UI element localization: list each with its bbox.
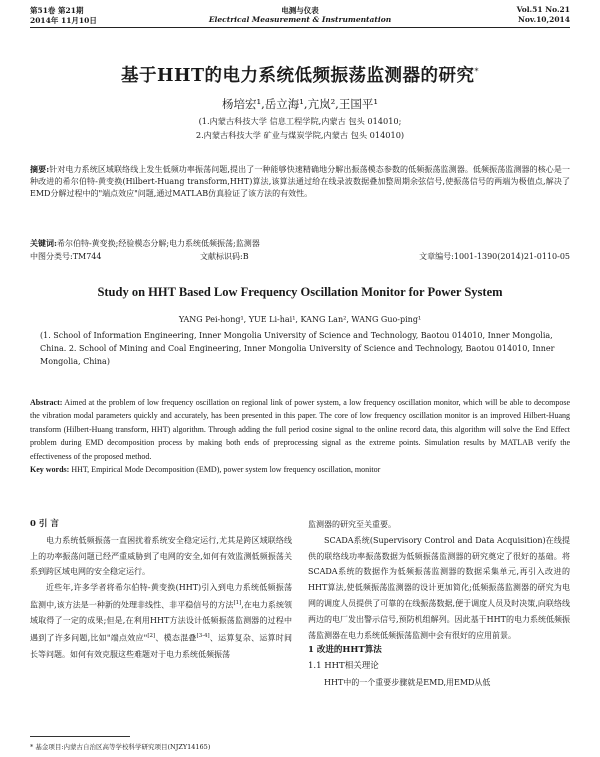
body-continued: 监测器的研究至关重要。: [308, 520, 396, 529]
footnote-rule: [30, 736, 130, 737]
header-date-en: Nov.10,2014: [518, 15, 570, 24]
english-authors: YANG Pei-hong¹, YUE Li-hai¹, KANG Lan², WANG Guo-ping¹: [178, 315, 422, 324]
english-title: Study on HHT Based Low Frequency Oscillation Monitor for Power System: [97, 285, 503, 299]
section-heading-1: 1 改进的HHT算法: [308, 645, 382, 656]
header-date: 2014年 11月10日: [30, 16, 97, 25]
body-paragraph: HHT中的一个重要步骤就是EMD,用EMD从低: [324, 677, 491, 687]
page-title: 基于HHT的电力系统低频振荡监测器的研究*: [120, 66, 480, 86]
document-code: 文献标识码:B: [200, 252, 249, 261]
clc-number: 中图分类号:TM744: [30, 252, 102, 261]
header-volume: 第51卷 第21期: [30, 6, 84, 15]
body-paragraph: 近些年,许多学者将希尔伯特-黄变换(HHT)引入到电力系统低频振荡监测中,该方法是一种新的处理非线性、非平稳信号的方法[1],在电力系统领域取得了一定的成果;但是,在利用HHT方法设计低频振荡监测器的过程中遇到了许多问题,比如"端点效应"[2]、模态混叠[3-4]、运算复杂、运算时间长等问题。如何有效克服这些难题对于电力系统低频振荡: [30, 583, 293, 659]
english-abstract: Abstract: Aimed at the problem of low frequency oscillation on regional link of power system, a low frequency oscillation monitor, which will be able to decompose the vibration modal parameters quickly and accurately, has been presented in this paper. The core of low frequency oscillation monitor is an improved Hilbert-Huang transform (Hilbert-Huang transform, HHT) algorithm. Through adding the full period cosine signal to the online record data, this algorithm will solve the End Effect problem during EMD decomposition process by making both ends of preprocessing signal as the extreme points. Simulation results by MATLAB verify the effectiveness of the proposed method. Key words: HHT, Empirical Mode Decomposition (EMD), power system low frequency oscillation, monitor: [30, 398, 570, 475]
header-rule: [30, 27, 570, 28]
header-vol-en: Vol.51 No.21: [516, 5, 570, 14]
cn-keywords: 关键词:希尔伯特-黄变换;经验模态分解;电力系统低频振荡;监测器: [30, 238, 260, 248]
body-left-column: [30, 517, 292, 662]
header-journal-en: Electrical Measurement & Instrumentation: [208, 15, 392, 24]
article-number: 文章编号:1001-1390(2014)21-0110-05: [419, 252, 570, 261]
header-journal: 电测与仪表: [281, 6, 319, 15]
english-affiliation: (1. School of Information Engineering, Inner Mongolia University of Science and Technology, Baotou 014010, Inner Mongolia, China. 2. School of Mining and Coal Engineering, Inner Mongolia University of Science and Technology, Baotou 014010, Inner Mongolia, China): [40, 331, 555, 366]
section-heading-0: 0 引 言: [30, 519, 59, 529]
body-paragraph: 电力系统低频振荡一直困扰着系统安全稳定运行,尤其是跨区域联络线上的功率振荡问题已经严重威胁到了电网的安全,如何有效监测低频振荡关系到跨区域电网的安全稳定运行。: [30, 535, 292, 577]
body-right-column: [308, 517, 570, 691]
cn-affiliation-1: (1.内蒙古科技大学 信息工程学院,内蒙古 包头 014010;: [198, 116, 402, 126]
cn-abstract: 摘要:针对电力系统区域联络线上发生低频功率振荡问题,提出了一种能够快速精确地分解出振荡模态参数的低频振荡监测器。低频振荡监测器的核心是一种改进的希尔伯特-黄变换(Hilbert-Huang transform,HHT)算法,该算法通过给在线录波数据叠加整周期余弦信号,使振荡信号的两端为极值点,解决了EMD分解过程中的"端点效应"问题,通过MATLAB仿真验证了该方法的有效性。: [30, 164, 570, 199]
subsection-heading-1-1: 1.1 HHT相关理论: [308, 661, 379, 672]
cn-affiliation-2: 2.内蒙古科技大学 矿业与煤炭学院,内蒙古 包头 014010): [195, 130, 405, 140]
body-paragraph: SCADA系统(Supervisory Control and Data Acquisition)在线提供的联络线功率振荡数据为低频振荡监测器的研究奠定了很好的基础。将SCADA系统的数据作为低频振荡监测器的数据采集单元,再引入改进的HHT算法,使低频振荡监测器的设计更加简化;低频振荡监测器的研究为电网的调度人员提供了可靠的在线振荡数据,便于调度人员及时决策,向联络线两边的电厂发出警示信号,预防机组解列。因此基于HHT的电力系统低频振荡监测器在电力系统低频振荡监测中会有很好的应用前景。: [308, 535, 570, 640]
footnote: * 基金项目:内蒙古自治区高等学校科学研究项目(NJZY14165): [30, 743, 211, 751]
cn-authors: 杨培宏¹,岳立海¹,亢岚²,王国平¹: [222, 97, 378, 111]
